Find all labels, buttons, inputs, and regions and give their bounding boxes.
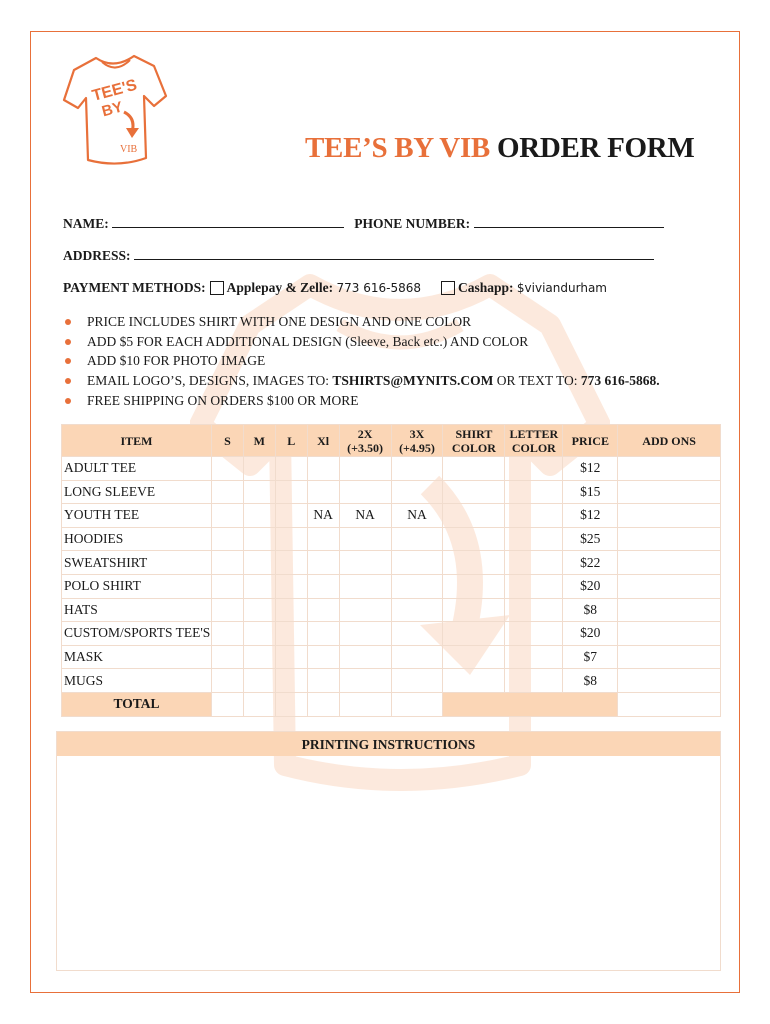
row-s-cell[interactable] [211, 527, 243, 551]
row-letter-cell[interactable] [505, 622, 563, 646]
row-x2-cell[interactable] [339, 622, 391, 646]
logo-text-vib: VIB [120, 144, 138, 155]
table-row [62, 527, 721, 551]
row-item: ADULT TEE [62, 457, 212, 481]
row-letter-cell[interactable] [505, 574, 563, 598]
row-shirt-cell[interactable] [443, 457, 505, 481]
row-x3-cell[interactable] [391, 598, 443, 622]
row-shirt-cell[interactable] [443, 598, 505, 622]
total-row [62, 692, 721, 716]
row-l-cell[interactable] [275, 622, 307, 646]
row-price: $22 [563, 551, 618, 575]
row-letter-cell[interactable] [505, 551, 563, 575]
list-item: ADD $5 FOR EACH ADDITIONAL DESIGN (Sleeve, Back etc.) AND COLOR [63, 332, 660, 352]
row-add-ons-cell[interactable] [618, 457, 721, 481]
text-phone: 773 616-5868. [580, 373, 660, 389]
row-letter-cell[interactable] [505, 645, 563, 669]
total-2x-cell[interactable] [339, 692, 391, 716]
row-s-cell[interactable] [211, 622, 243, 646]
row-item: HATS [62, 598, 212, 622]
row-l-cell[interactable] [275, 527, 307, 551]
row-item: YOUTH TEE [62, 504, 212, 528]
row-add-ons-cell[interactable] [618, 645, 721, 669]
row-s-cell[interactable] [211, 598, 243, 622]
row-add-ons-cell[interactable] [618, 574, 721, 598]
row-xl-cell[interactable] [307, 574, 339, 598]
row-add-ons-cell[interactable] [618, 598, 721, 622]
row-shirt-cell[interactable] [443, 504, 505, 528]
row-m-cell[interactable] [243, 669, 275, 693]
row-price: $8 [563, 598, 618, 622]
row-price: $20 [563, 622, 618, 646]
row-shirt-cell[interactable] [443, 574, 505, 598]
row-xl-cell[interactable] [307, 480, 339, 504]
row-item: HOODIES [62, 527, 212, 551]
row-add-ons-cell[interactable] [618, 669, 721, 693]
table-row [62, 645, 721, 669]
row-x2-cell[interactable] [339, 527, 391, 551]
row-l-cell[interactable] [275, 457, 307, 481]
table-row [62, 622, 721, 646]
row-s-cell[interactable] [211, 551, 243, 575]
table-row [62, 669, 721, 693]
logo-text-by: BY [100, 98, 125, 121]
row-x3-cell[interactable] [391, 551, 443, 575]
row-shirt-cell[interactable] [443, 645, 505, 669]
name-phone-row [63, 216, 664, 232]
row-x3-cell[interactable] [391, 645, 443, 669]
row-s-cell[interactable] [211, 669, 243, 693]
row-x2-cell[interactable] [339, 645, 391, 669]
row-item: CUSTOM/SPORTS TEE'S [62, 622, 212, 646]
row-item: POLO SHIRT [62, 574, 212, 598]
total-label: TOTAL [62, 692, 212, 716]
row-xl-cell[interactable] [307, 551, 339, 575]
row-l-cell[interactable] [275, 598, 307, 622]
row-letter-cell[interactable] [505, 527, 563, 551]
table-row [62, 480, 721, 504]
bullet-dot-icon [65, 339, 71, 345]
row-l-cell[interactable] [275, 480, 307, 504]
row-add-ons-cell[interactable] [618, 504, 721, 528]
row-m-cell[interactable] [243, 551, 275, 575]
row-price: $20 [563, 574, 618, 598]
title-rest: ORDER FORM [496, 132, 695, 164]
row-add-ons-cell[interactable] [618, 480, 721, 504]
row-m-cell[interactable] [243, 622, 275, 646]
title-brand: TEE’S BY VIB [305, 132, 490, 164]
row-add-ons-cell[interactable] [618, 527, 721, 551]
row-shirt-cell[interactable] [443, 669, 505, 693]
row-item: LONG SLEEVE [62, 480, 212, 504]
row-x3-cell[interactable] [391, 574, 443, 598]
row-item: MUGS [62, 669, 212, 693]
bullet-dot-icon [65, 319, 71, 325]
total-add-ons-cell[interactable] [618, 692, 721, 716]
row-price: $7 [563, 645, 618, 669]
total-s-cell[interactable] [211, 692, 243, 716]
applepay-value: 773 616-5868 [336, 281, 422, 295]
row-x2-cell[interactable] [339, 457, 391, 481]
table-row [62, 457, 721, 481]
row-s-cell[interactable] [211, 457, 243, 481]
row-s-cell[interactable] [211, 504, 243, 528]
row-item: SWEATSHIRT [62, 551, 212, 575]
printing-instructions [56, 731, 721, 971]
row-m-cell[interactable] [243, 457, 275, 481]
row-price: $12 [563, 504, 618, 528]
order-table [61, 424, 721, 717]
row-price: $8 [563, 669, 618, 693]
applepay-checkbox[interactable] [210, 281, 224, 295]
row-x3-cell[interactable] [391, 669, 443, 693]
col-letter-color: LETTER COLOR [505, 425, 563, 457]
total-amount-cell[interactable] [443, 692, 618, 716]
row-xl-cell[interactable] [307, 645, 339, 669]
name-field[interactable] [112, 217, 344, 228]
logo-text-tees: TEE'S [90, 76, 139, 105]
row-m-cell[interactable] [243, 574, 275, 598]
printing-instructions-field[interactable] [57, 756, 720, 970]
row-xl-cell[interactable] [307, 527, 339, 551]
bullet-dot-icon [65, 378, 71, 384]
row-x3-cell[interactable] [391, 527, 443, 551]
table-row [62, 574, 721, 598]
email-link[interactable]: TSHIRTS@MYNITS.COM [332, 373, 494, 389]
col-shirt-color: SHIRT COLOR [443, 425, 505, 457]
payment-label: PAYMENT METHODS: [63, 280, 206, 295]
row-add-ons-cell[interactable] [618, 551, 721, 575]
col-xl: Xl [307, 425, 339, 457]
row-price: $25 [563, 527, 618, 551]
row-x2-cell[interactable] [339, 598, 391, 622]
row-shirt-cell[interactable] [443, 480, 505, 504]
cashapp-value: $viviandurham [516, 281, 607, 295]
row-shirt-cell[interactable] [443, 551, 505, 575]
row-x3-cell[interactable] [391, 480, 443, 504]
row-letter-cell[interactable] [505, 480, 563, 504]
row-xl-cell[interactable] [307, 457, 339, 481]
table-row [62, 598, 721, 622]
row-m-cell[interactable] [243, 598, 275, 622]
row-letter-cell[interactable] [505, 457, 563, 481]
address-field[interactable] [134, 249, 654, 260]
row-x3-cell[interactable]: NA [391, 504, 443, 528]
page-title [305, 132, 695, 165]
row-m-cell[interactable] [243, 645, 275, 669]
row-x2-cell[interactable] [339, 551, 391, 575]
total-l-cell[interactable] [275, 692, 307, 716]
row-letter-cell[interactable] [505, 598, 563, 622]
row-item: MASK [62, 645, 212, 669]
list-item: FREE SHIPPING ON ORDERS $100 OR MORE [63, 391, 660, 411]
row-xl-cell[interactable] [307, 622, 339, 646]
row-add-ons-cell[interactable] [618, 622, 721, 646]
total-m-cell[interactable] [243, 692, 275, 716]
row-m-cell[interactable] [243, 504, 275, 528]
table-header-row [62, 425, 721, 457]
row-shirt-cell[interactable] [443, 622, 505, 646]
table-row [62, 504, 721, 528]
row-m-cell[interactable] [243, 527, 275, 551]
bullet-dot-icon [65, 358, 71, 364]
row-price: $15 [563, 480, 618, 504]
col-s: S [211, 425, 243, 457]
col-add-ons: ADD ONS [618, 425, 721, 457]
bullet-dot-icon [65, 398, 71, 404]
col-price: PRICE [563, 425, 618, 457]
address-row [63, 248, 654, 264]
col-2x: 2X (+3.50) [339, 425, 391, 457]
cashapp-checkbox[interactable] [441, 281, 455, 295]
row-x3-cell[interactable] [391, 622, 443, 646]
row-l-cell[interactable] [275, 504, 307, 528]
col-item: ITEM [62, 425, 212, 457]
row-s-cell[interactable] [211, 574, 243, 598]
name-label: NAME: [63, 216, 109, 231]
phone-field[interactable] [474, 217, 664, 228]
payment-methods [63, 280, 607, 296]
col-m: M [243, 425, 275, 457]
cashapp-label: Cashapp: [458, 280, 514, 295]
phone-label: PHONE NUMBER: [354, 216, 471, 231]
row-x2-cell[interactable] [339, 574, 391, 598]
total-3x-cell[interactable] [391, 692, 443, 716]
row-x2-cell[interactable] [339, 669, 391, 693]
row-letter-cell[interactable] [505, 669, 563, 693]
printing-instructions-header: PRINTING INSTRUCTIONS [57, 732, 720, 756]
row-x3-cell[interactable] [391, 457, 443, 481]
tshirt-logo-icon [62, 52, 168, 170]
row-price: $12 [563, 457, 618, 481]
col-l: L [275, 425, 307, 457]
info-bullets [63, 312, 660, 411]
row-m-cell[interactable] [243, 480, 275, 504]
row-l-cell[interactable] [275, 669, 307, 693]
table-row [62, 551, 721, 575]
row-s-cell[interactable] [211, 645, 243, 669]
list-item: PRICE INCLUDES SHIRT WITH ONE DESIGN AND ONE COLOR [63, 312, 660, 332]
col-3x: 3X (+4.95) [391, 425, 443, 457]
row-xl-cell[interactable] [307, 598, 339, 622]
applepay-label: Applepay & Zelle: [226, 280, 334, 295]
row-l-cell[interactable] [275, 574, 307, 598]
row-xl-cell[interactable]: NA [307, 504, 339, 528]
row-l-cell[interactable] [275, 551, 307, 575]
list-item: ADD $10 FOR PHOTO IMAGE [63, 352, 660, 372]
address-label: ADDRESS: [63, 248, 131, 263]
row-x2-cell[interactable]: NA [339, 504, 391, 528]
row-letter-cell[interactable] [505, 504, 563, 528]
row-s-cell[interactable] [211, 480, 243, 504]
row-l-cell[interactable] [275, 645, 307, 669]
list-item: EMAIL LOGO’S, DESIGNS, IMAGES TO: TSHIRTS@MYNITS.COM OR TEXT TO: 773 616-5868. [63, 371, 660, 391]
total-xl-cell[interactable] [307, 692, 339, 716]
row-xl-cell[interactable] [307, 669, 339, 693]
row-x2-cell[interactable] [339, 480, 391, 504]
row-shirt-cell[interactable] [443, 527, 505, 551]
